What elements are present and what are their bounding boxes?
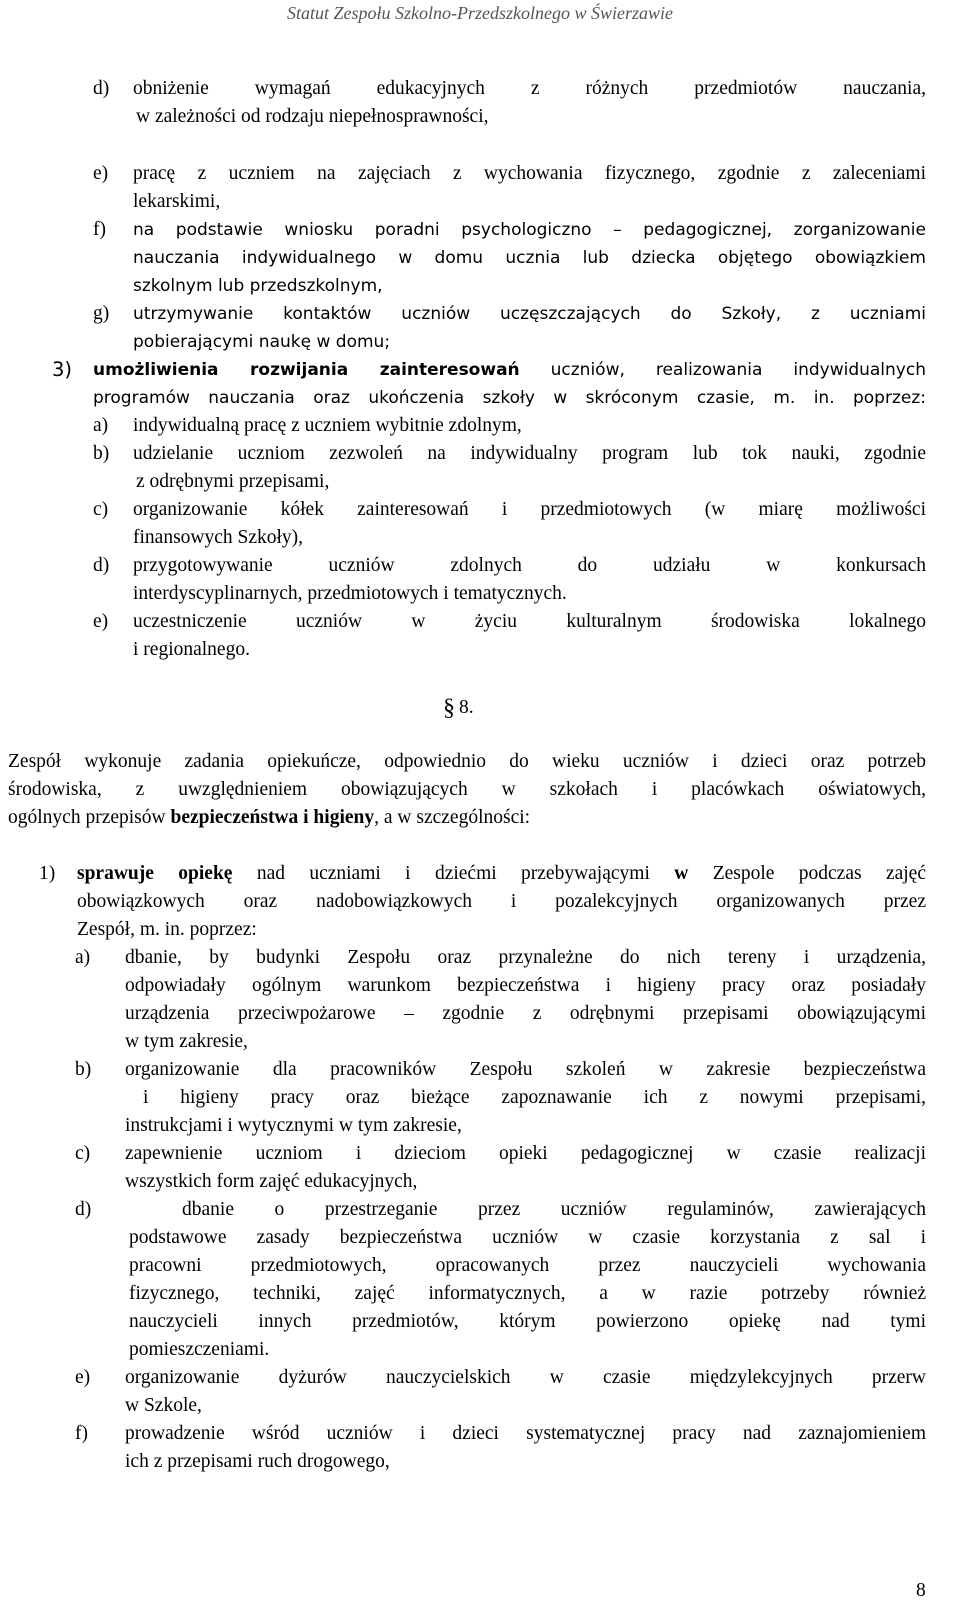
text-line (77, 862, 926, 886)
text-line: w Szkole, (125, 1395, 202, 1416)
text-line: fizycznego, techniki, zajęć informatycznych, a w razie potrzeby również (129, 1283, 926, 1304)
text-line: pracę z uczniem na zajęciach z wychowania fizycznego, zgodnie z zaleceniami (133, 163, 926, 184)
list-label: e) (93, 611, 109, 632)
text-line: środowiska, z uwzględnieniem obowiązujących w szkołach i placówkach oświatowych, (8, 779, 926, 800)
text-line: szkolnym lub przedszkolnym, (133, 276, 383, 296)
text-run: Zespole podczas zajęć (688, 863, 926, 884)
text-line: i regionalnego. (133, 639, 250, 660)
list-label: d) (75, 1199, 92, 1220)
text-line: instrukcjami i wytycznymi w tym zakresie, (125, 1115, 462, 1136)
bold-phrase: sprawuje opiekę (77, 863, 233, 884)
text-line: i higieny pracy oraz bieżące zapoznawanie ich z nowymi przepisami, (143, 1087, 926, 1108)
list-label: d) (93, 555, 110, 576)
list-label: f) (75, 1423, 88, 1444)
text-line: prowadzenie wśród uczniów i dzieci systematycznej pracy nad zaznajomieniem (125, 1423, 926, 1444)
list-label: a) (93, 415, 109, 436)
section-mark: § (443, 695, 455, 721)
text-line: podstawowe zasady bezpieczeństwa uczniów w czasie korzystania z sal i (129, 1227, 926, 1248)
text-line: lekarskimi, (133, 191, 221, 212)
text-line: pracowni przedmiotowych, opracowanych przez nauczycieli wychowania (129, 1255, 926, 1276)
text-line: nauczania indywidualnego w domu ucznia lub dziecka objętego obowiązkiem (133, 248, 926, 268)
text-line: organizowanie kółek zainteresowań i przedmiotowych (w miarę możliwości (133, 499, 926, 520)
page-number: 8 (916, 1580, 926, 1601)
text-line: dbanie o przestrzeganie przez uczniów regulaminów, zawierających (182, 1199, 926, 1220)
text-run: nad uczniami i dziećmi przebywającymi (232, 863, 675, 884)
section-number: 8. (459, 697, 474, 718)
text-run: ogólnych przepisów (8, 807, 171, 828)
text-line: utrzymywanie kontaktów uczniów uczęszczających do Szkoły, z uczniami (133, 304, 926, 324)
text-line: interdyscyplinarnych, przedmiotowych i tematycznych. (133, 583, 567, 604)
list-label: c) (93, 499, 109, 520)
text-line: w tym zakresie, (125, 1031, 248, 1052)
text-line: obniżenie wymagań edukacyjnych z różnych przedmiotów nauczania, (133, 78, 926, 99)
text-line: ich z przepisami ruch drogowego, (125, 1451, 390, 1472)
text-line: pomieszczeniami. (129, 1339, 270, 1360)
bold-phrase: bezpieczeństwa i higieny (170, 807, 375, 828)
text-line: udzielanie uczniom zezwoleń na indywidualny program lub tok nauki, zgodnie (133, 443, 926, 464)
list-label: 1) (39, 863, 56, 884)
text-line: uczestniczenie uczniów w życiu kulturalnym środowiska lokalnego (133, 611, 926, 632)
text-line: zapewnienie uczniom i dzieciom opieki pedagogicznej w czasie realizacji (125, 1143, 926, 1164)
list-label: g) (93, 303, 110, 324)
text-run: uczniów, realizowania indywidualnych (519, 360, 926, 380)
text-line: obowiązkowych oraz nadobowiązkowych i pozalekcyjnych organizowanych przez (77, 891, 926, 912)
text-line (8, 806, 530, 830)
list-label: a) (75, 947, 91, 968)
text-line: organizowanie dla pracowników Zespołu szkoleń w zakresie bezpieczeństwa (125, 1059, 926, 1080)
text-line: urządzenia przeciwpożarowe – zgodnie z odrębnymi przepisami obowiązującymi (125, 1003, 926, 1024)
list-label: 3) (52, 358, 73, 381)
text-line: dbanie, by budynki Zespołu oraz przynależne do nich tereny i urządzenia, (125, 947, 926, 968)
text-line: Zespół, m. in. poprzez: (77, 919, 257, 940)
list-label: c) (75, 1143, 91, 1164)
text-line: odpowiadały ogólnym warunkom bezpieczeństwa i higieny pracy oraz posiadały (125, 975, 926, 996)
text-line: wszystkich form zajęć edukacyjnych, (125, 1171, 418, 1192)
text-run: , a w szczególności: (374, 807, 531, 828)
bold-phrase: umożliwienia rozwijania zainteresowań (93, 360, 520, 380)
list-label: b) (93, 443, 110, 464)
bold-phrase: w (674, 863, 689, 884)
text-line: nauczycieli innych przedmiotów, którym powierzono opiekę nad tymi (129, 1311, 926, 1332)
text-line: z odrębnymi przepisami, (136, 471, 330, 492)
text-line: Zespół wykonuje zadania opiekuńcze, odpowiednio do wieku uczniów i dzieci oraz potrzeb (8, 751, 926, 772)
text-line: przygotowywanie uczniów zdolnych do udziału w konkursach (133, 555, 926, 576)
text-line: na podstawie wniosku poradni psychologiczno – pedagogicznej, zorganizowanie (133, 220, 926, 240)
list-label: f) (93, 219, 106, 240)
text-line (93, 358, 926, 382)
text-line: pobierającymi naukę w domu; (133, 332, 391, 352)
text-line: programów nauczania oraz ukończenia szkoły w skróconym czasie, m. in. poprzez: (93, 388, 926, 408)
section-heading (443, 696, 474, 720)
list-label: e) (93, 163, 109, 184)
text-line: w zależności od rodzaju niepełnosprawności, (136, 106, 489, 127)
list-label: d) (93, 78, 110, 99)
text-line: organizowanie dyżurów nauczycielskich w czasie międzylekcyjnych przerw (125, 1367, 926, 1388)
list-label: e) (75, 1367, 91, 1388)
list-label: b) (75, 1059, 92, 1080)
running-header: Statut Zespołu Szkolno-Przedszkolnego w Świerzawie (287, 3, 673, 23)
text-line: indywidualną pracę z uczniem wybitnie zdolnym, (133, 415, 522, 436)
text-line: finansowych Szkoły), (133, 527, 304, 548)
